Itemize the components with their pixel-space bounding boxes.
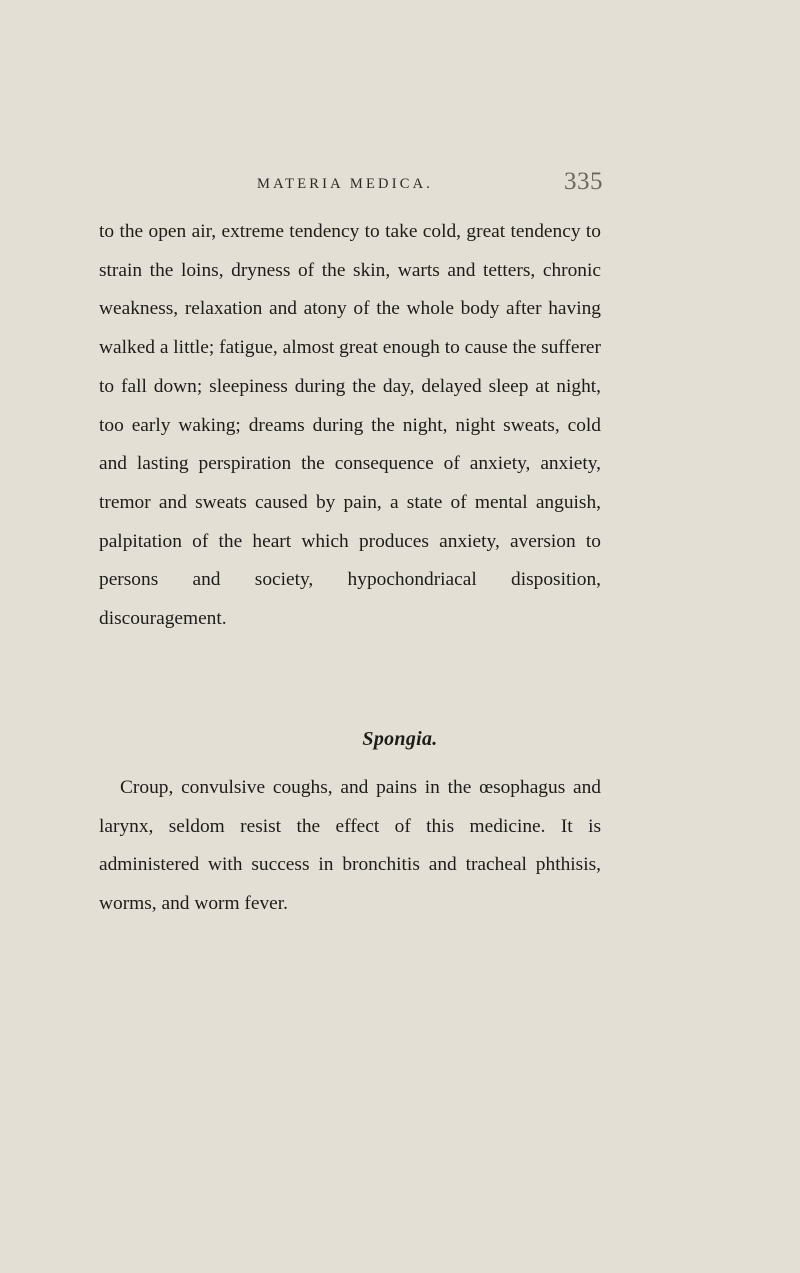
continued-paragraph: to the open air, extreme tendency to take cold, great tendency to strain the loins, dryness of the skin, warts and tetters, chronic weakness, relaxation and atony of the whole body after having walked a little; fatigue, almost great enough to cause the sufferer to fall down; sleepiness during the day, delayed sleep at night, too early waking; dreams during the night, night sweats, cold and lasting perspiration the consequence of anxiety, anxiety, tremor and sweats caused by pain, a state of mental anguish, palpitation of the heart which produces anxiety, aversion to persons and society, hypochondriacal disposition, discouragement. bbox=[99, 221, 601, 630]
section-heading: Spongia. bbox=[362, 728, 438, 750]
page-number: 335 bbox=[564, 168, 603, 195]
section-body bbox=[99, 769, 601, 924]
running-title: MATERIA MEDICA. bbox=[257, 176, 434, 192]
main-text bbox=[99, 213, 601, 639]
section-paragraph: Croup, convulsive coughs, and pains in the œsophagus and larynx, seldom resist the effect of this medicine. It is administered with success in bronchitis and tracheal phthisis, worms, and worm fever. bbox=[99, 777, 601, 915]
running-head bbox=[0, 168, 800, 198]
